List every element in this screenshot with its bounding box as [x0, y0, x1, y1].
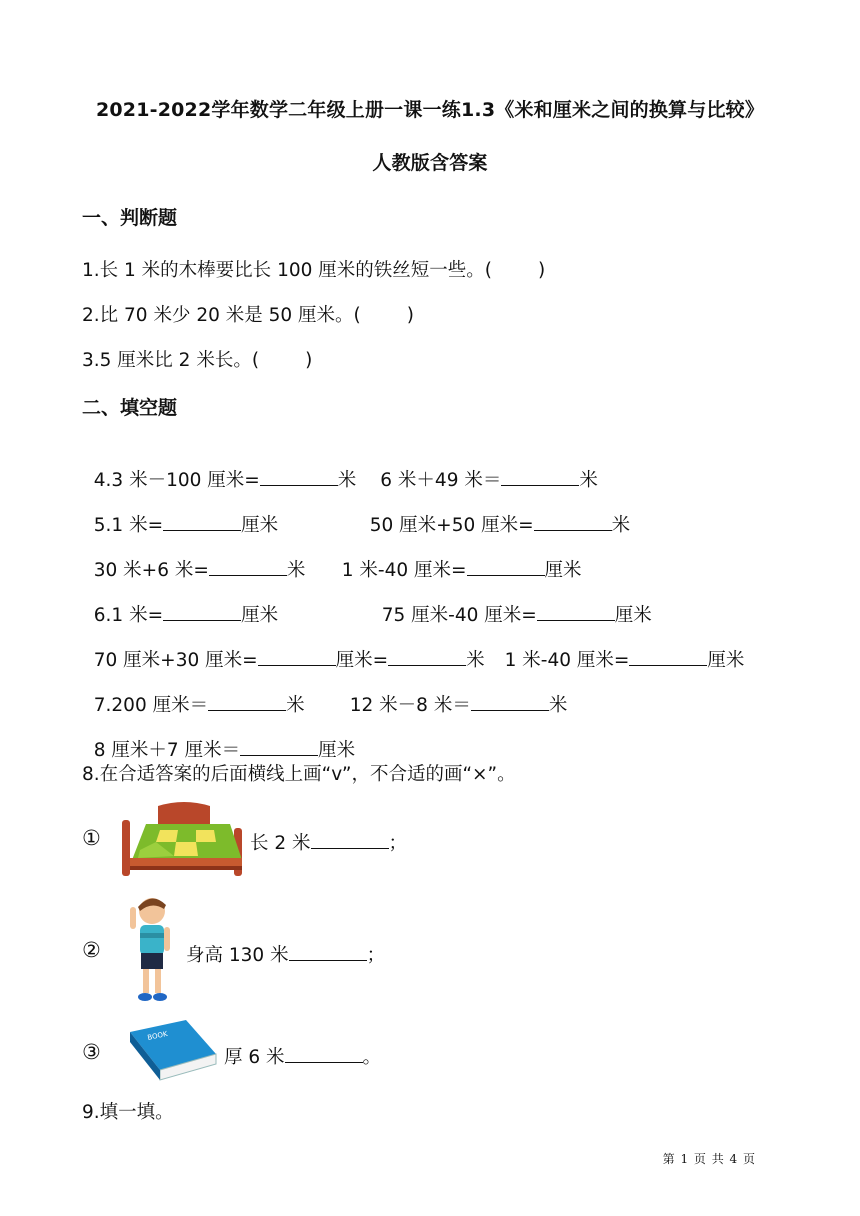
page-subtitle: 人教版含答案 [372, 152, 488, 174]
svg-text:BOOK: BOOK [146, 1029, 169, 1042]
section-heading-judgement: 一、判断题 [82, 207, 178, 229]
page-title: 2021-2022学年数学二年级上册一课一练1.3《米和厘米之间的换算与比较》 [95, 99, 765, 121]
answer-blank[interactable] [285, 1044, 363, 1063]
answer-blank[interactable] [629, 647, 707, 666]
question-1: 1.长 1 米的木棒要比长 100 厘米的铁丝短一些。( ) [82, 260, 546, 281]
question-3: 3.5 厘米比 2 米长。( ) [82, 350, 313, 371]
section-heading-fill: 二、填空题 [82, 397, 178, 419]
question-7: 7.200 厘米＝ 米 [82, 670, 305, 717]
item-number-1: ① [82, 826, 101, 850]
item-number-3: ③ [82, 1040, 101, 1064]
answer-blank[interactable] [163, 512, 241, 531]
answer-blank[interactable] [467, 557, 545, 576]
answer-blank[interactable] [240, 737, 318, 756]
answer-blank[interactable] [163, 602, 241, 621]
answer-blank[interactable] [289, 942, 367, 961]
question-7-row-2: 8 厘米＋7 厘米＝ 厘米 [82, 715, 355, 762]
question-4: 4.3 米－100 厘米= 米 6 米＋49 米＝ 米 [82, 445, 598, 492]
question-5-row-2-part-b: 1 米-40 厘米= 厘米 [330, 535, 582, 582]
question-9: 9.填一填。 [82, 1102, 174, 1123]
item-text-2: 身高 130 米 ； [186, 941, 385, 967]
answer-blank[interactable] [471, 692, 549, 711]
page-footer: 第 1 页 共 4 页 [662, 1152, 756, 1166]
answer-blank[interactable] [208, 692, 286, 711]
answer-blank[interactable] [388, 647, 466, 666]
answer-blank[interactable] [311, 830, 389, 849]
bed-icon [118, 800, 248, 880]
question-5-row-2: 30 米+6 米= 米 [82, 535, 305, 582]
question-7-part-b: 12 米－8 米＝ 米 [338, 670, 567, 717]
answer-blank[interactable] [209, 557, 287, 576]
item-number-2: ② [82, 938, 101, 962]
book-icon [124, 1018, 220, 1082]
question-5: 5.1 米= 厘米 [82, 490, 278, 537]
item-text-3: 厚 6 米 。 [224, 1043, 381, 1069]
question-6-row-2: 70 厘米+30 厘米= 厘米= 米 1 米-40 厘米= 厘米 [82, 625, 744, 672]
question-2: 2.比 70 米少 20 米是 50 厘米。( ) [82, 305, 414, 326]
item-text-1: 长 2 米 ； [250, 829, 407, 855]
question-6: 6.1 米= 厘米 [82, 580, 278, 627]
boy-icon [122, 893, 182, 1005]
question-6-part-b: 75 厘米-40 厘米= 厘米 [370, 580, 652, 627]
answer-blank[interactable] [537, 602, 615, 621]
answer-blank[interactable] [260, 467, 338, 486]
answer-blank[interactable] [258, 647, 336, 666]
question-8: 8.在合适答案的后面横线上画“v”，不合适的画“×”。 [82, 764, 516, 785]
answer-blank[interactable] [534, 512, 612, 531]
answer-blank[interactable] [501, 467, 579, 486]
question-5-part-b: 50 厘米+50 厘米= 米 [358, 490, 630, 537]
